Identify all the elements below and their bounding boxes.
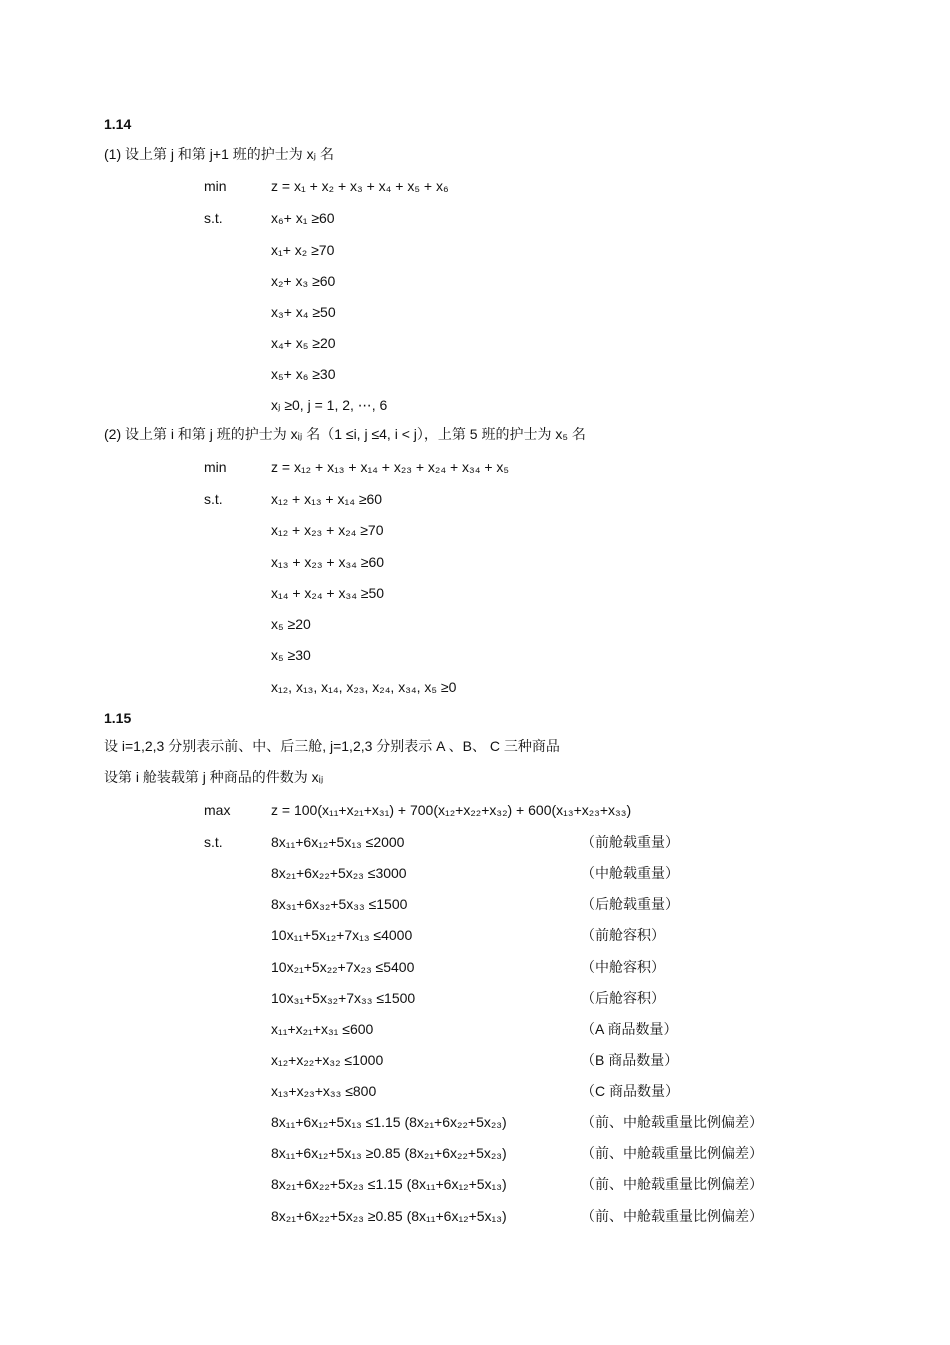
section-1-15-constraint: 10x₃₁+5x₃₂+7x₃₃ ≤1500 <box>271 990 416 1006</box>
part2-nonnegativity: x₁₂, x₁₃, x₁₄, x₂₃, x₂₄, x₃₄, x₅ ≥0 <box>271 679 457 695</box>
section-1-15-constraint: 8x₂₁+6x₂₂+5x₂₃ ≥0.85 (8x₁₁+6x₁₂+5x₁₃) <box>271 1208 507 1224</box>
section-1-15-constraint-note: （前舱载重量） <box>581 834 679 850</box>
section-1-15-constraint-note: （后舱载重量） <box>581 896 679 912</box>
section-1-15-constraint: 10x₂₁+5x₂₂+7x₂₃ ≤5400 <box>271 959 415 975</box>
section-1-15-constraint-note: （前、中舱载重量比例偏差） <box>581 1208 763 1224</box>
part2-constraint: x₁₂ + x₁₃ + x₁₄ ≥60 <box>271 491 383 507</box>
section-1-15-constraint: 10x₁₁+5x₁₂+7x₁₃ ≤4000 <box>271 927 413 943</box>
part2-constraint-keyword: s.t. <box>204 491 223 507</box>
section-1-15-constraint: 8x₂₁+6x₂₂+5x₂₃ ≤1.15 (8x₁₁+6x₁₂+5x₁₃) <box>271 1176 507 1192</box>
part1-constraint: x₅+ x₆ ≥30 <box>271 366 336 382</box>
part1-constraint: x₁+ x₂ ≥70 <box>271 242 335 258</box>
part1-constraint: x₆+ x₁ ≥60 <box>271 210 335 226</box>
section-1-15-objective-keyword: max <box>204 802 231 818</box>
section-1-15-constraint-note: （前、中舱载重量比例偏差） <box>581 1145 763 1161</box>
part1-constraint: x₃+ x₄ ≥50 <box>271 304 336 320</box>
part1-nonnegativity: xⱼ ≥0, j = 1, 2, ⋯, 6 <box>271 397 388 413</box>
section-1-15-intro: 设 i=1,2,3 分别表示前、中、后三舱, j=1,2,3 分别表示 A 、B、 C 三种商品 <box>104 738 560 754</box>
section-1-15-constraint: x₁₂+x₂₂+x₃₂ ≤1000 <box>271 1052 384 1068</box>
part2-constraint: x₁₄ + x₂₄ + x₃₄ ≥50 <box>271 585 385 601</box>
section-1-15-intro: 设第 i 舱装载第 j 种商品的件数为 xᵢⱼ <box>104 769 324 785</box>
part2-constraint: x₅ ≥20 <box>271 616 311 632</box>
section-1-15-constraint: 8x₁₁+6x₁₂+5x₁₃ ≤2000 <box>271 834 405 850</box>
part1-intro: (1) 设上第 j 和第 j+1 班的护士为 xⱼ 名 <box>104 146 334 162</box>
part2-intro: (2) 设上第 i 和第 j 班的护士为 xᵢⱼ 名（1 ≤i, j ≤4, i < j），上第 5 班的护士为 x₅ 名 <box>104 426 586 442</box>
section-heading-1-14: 1.14 <box>104 116 132 132</box>
section-1-15-constraint-keyword: s.t. <box>204 834 223 850</box>
section-1-15-constraint-note: （前、中舱载重量比例偏差） <box>581 1176 763 1192</box>
section-heading-1-15: 1.15 <box>104 710 132 726</box>
section-1-15-constraint: 8x₃₁+6x₃₂+5x₃₃ ≤1500 <box>271 896 408 912</box>
part2-objective: z = x₁₂ + x₁₃ + x₁₄ + x₂₃ + x₂₄ + x₃₄ + x₅ <box>271 459 510 475</box>
section-1-15-constraint: x₁₁+x₂₁+x₃₁ ≤600 <box>271 1021 374 1037</box>
part1-objective: z = x₁ + x₂ + x₃ + x₄ + x₅ + x₆ <box>271 178 449 194</box>
section-1-15-constraint-note: （C 商品数量） <box>581 1083 679 1099</box>
part2-objective-keyword: min <box>204 459 227 475</box>
section-1-15-constraint-note: （中舱载重量） <box>581 865 679 881</box>
part1-constraint: x₄+ x₅ ≥20 <box>271 335 336 351</box>
part1-constraint: x₂+ x₃ ≥60 <box>271 273 336 289</box>
part1-constraint-keyword: s.t. <box>204 210 223 226</box>
section-1-15-constraint: 8x₁₁+6x₁₂+5x₁₃ ≤1.15 (8x₂₁+6x₂₂+5x₂₃) <box>271 1114 507 1130</box>
section-1-15-constraint: 8x₂₁+6x₂₂+5x₂₃ ≤3000 <box>271 865 407 881</box>
section-1-15-objective: z = 100(x₁₁+x₂₁+x₃₁) + 700(x₁₂+x₂₂+x₃₂) + 600(x₁₃+x₂₃+x₃₃) <box>271 802 632 818</box>
section-1-15-constraint: 8x₁₁+6x₁₂+5x₁₃ ≥0.85 (8x₂₁+6x₂₂+5x₂₃) <box>271 1145 507 1161</box>
part1-objective-keyword: min <box>204 178 227 194</box>
part2-constraint: x₁₃ + x₂₃ + x₃₄ ≥60 <box>271 554 385 570</box>
section-1-15-constraint: x₁₃+x₂₃+x₃₃ ≤800 <box>271 1083 377 1099</box>
section-1-15-constraint-note: （B 商品数量） <box>581 1052 679 1068</box>
section-1-15-constraint-note: （后舱容积） <box>581 990 665 1006</box>
section-1-15-constraint-note: （A 商品数量） <box>581 1021 678 1037</box>
part2-constraint: x₁₂ + x₂₃ + x₂₄ ≥70 <box>271 522 384 538</box>
part2-constraint: x₅ ≥30 <box>271 647 311 663</box>
section-1-15-constraint-note: （前、中舱载重量比例偏差） <box>581 1114 763 1130</box>
section-1-15-constraint-note: （中舱容积） <box>581 959 665 975</box>
section-1-15-constraint-note: （前舱容积） <box>581 927 665 943</box>
